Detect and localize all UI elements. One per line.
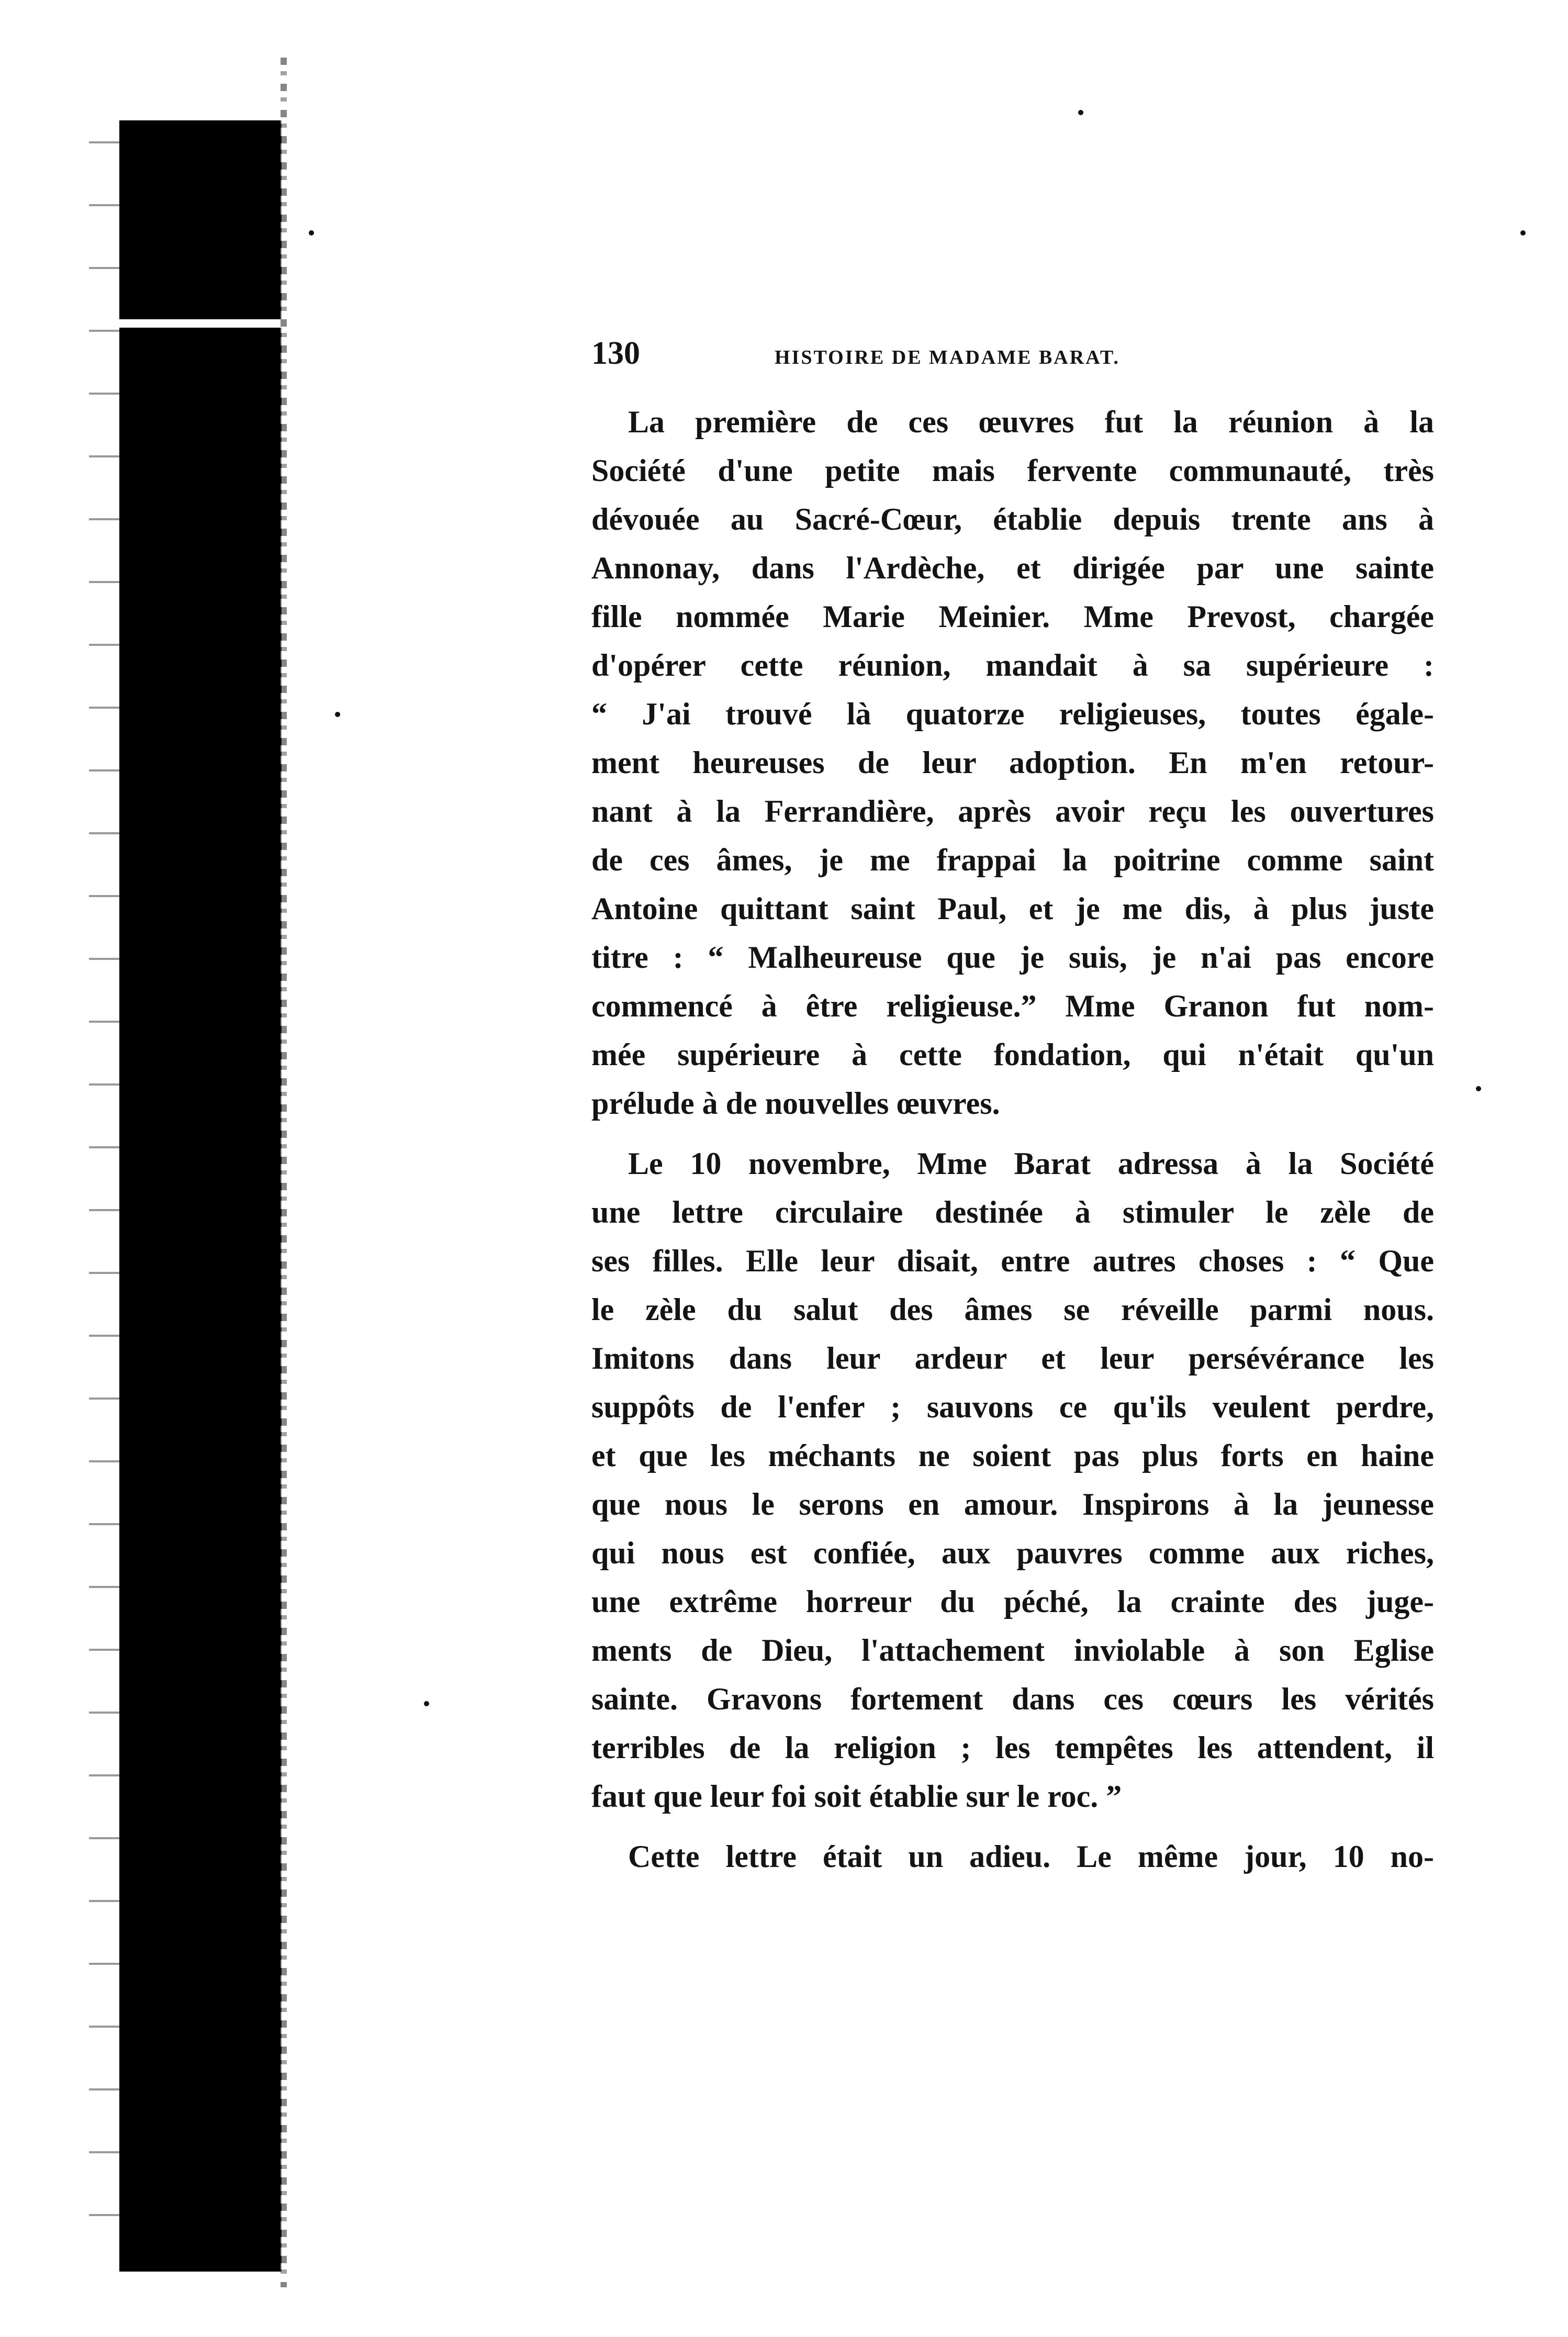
paragraph-3 <box>591 1832 1434 1881</box>
scan-speck <box>1476 1086 1481 1091</box>
text-line: ses filles. Elle leur disait, entre autres choses : “ Que <box>591 1244 1434 1278</box>
text-line: mée supérieure à cette fondation, qui n'était qu'un <box>591 1037 1434 1072</box>
text-line: ment heureuses de leur adoption. En m'en retour- <box>591 745 1434 780</box>
text-line: suppôts de l'enfer ; sauvons ce qu'ils veulent perdre, <box>591 1390 1434 1424</box>
text-line: fille nommée Marie Meinier. Mme Prevost, chargée <box>591 599 1434 634</box>
book-gutter-shadow <box>119 120 282 2272</box>
text-line: une lettre circulaire destinée à stimuler le zèle de <box>591 1195 1434 1229</box>
scan-speck <box>1078 110 1083 115</box>
text-line: sainte. Gravons fortement dans ces cœurs les vérités <box>591 1682 1434 1716</box>
running-header <box>591 335 1434 393</box>
paragraph-2 <box>591 1139 1434 1821</box>
text-line: une extrême horreur du péché, la crainte des juge- <box>591 1584 1434 1619</box>
text-line: terribles de la religion ; les tempêtes les attendent, il <box>591 1730 1434 1765</box>
gutter-frays <box>89 120 119 2277</box>
scan-speck <box>335 712 340 717</box>
running-title: HISTOIRE DE MADAME BARAT. <box>775 346 1120 368</box>
text-line: Antoine quittant saint Paul, et je me dis, à plus juste <box>591 891 1434 926</box>
text-line: d'opérer cette réunion, mandait à sa supérieure : <box>591 648 1434 683</box>
page-number: 130 <box>591 336 640 371</box>
text-line: Annonay, dans l'Ardèche, et dirigée par une sainte <box>591 551 1434 585</box>
text-line: et que les méchants ne soient pas plus forts en haine <box>591 1438 1434 1473</box>
text-line: dévouée au Sacré-Cœur, établie depuis trente ans à <box>591 502 1434 536</box>
text-line: prélude à de nouvelles œuvres. <box>591 1086 1000 1121</box>
text-line: La première de ces œuvres fut la réunion à la <box>628 405 1434 439</box>
text-line: “ J'ai trouvé là quatorze religieuses, toutes égale- <box>591 697 1434 731</box>
paragraph-1 <box>591 398 1434 1128</box>
scan-speck <box>1520 230 1526 236</box>
text-line: commencé à être religieuse.” Mme Granon fut nom- <box>591 989 1434 1023</box>
text-line: Société d'une petite mais fervente communauté, très <box>591 453 1434 488</box>
book-page <box>591 335 1434 1881</box>
gutter-edge <box>281 58 287 2287</box>
text-line: le zèle du salut des âmes se réveille parmi nous. <box>591 1292 1434 1327</box>
text-line: faut que leur foi soit établie sur le roc. ” <box>591 1779 1122 1814</box>
text-line: qui nous est confiée, aux pauvres comme aux riches, <box>591 1536 1434 1570</box>
scan-speck <box>309 230 314 236</box>
text-line: Le 10 novembre, Mme Barat adressa à la Société <box>628 1146 1434 1181</box>
text-line: titre : “ Malheureuse que je suis, je n'ai pas encore <box>591 940 1434 975</box>
text-line: ments de Dieu, l'attachement inviolable à son Eglise <box>591 1633 1434 1668</box>
text-line: que nous le serons en amour. Inspirons à la jeunesse <box>591 1487 1434 1522</box>
scan-speck <box>424 1701 429 1706</box>
text-line: nant à la Ferrandière, après avoir reçu les ouvertures <box>591 794 1434 829</box>
text-line: de ces âmes, je me frappai la poitrine comme saint <box>591 843 1434 877</box>
text-line: Cette lettre était un adieu. Le même jour, 10 no- <box>628 1839 1434 1874</box>
text-line: Imitons dans leur ardeur et leur persévérance les <box>591 1341 1434 1376</box>
